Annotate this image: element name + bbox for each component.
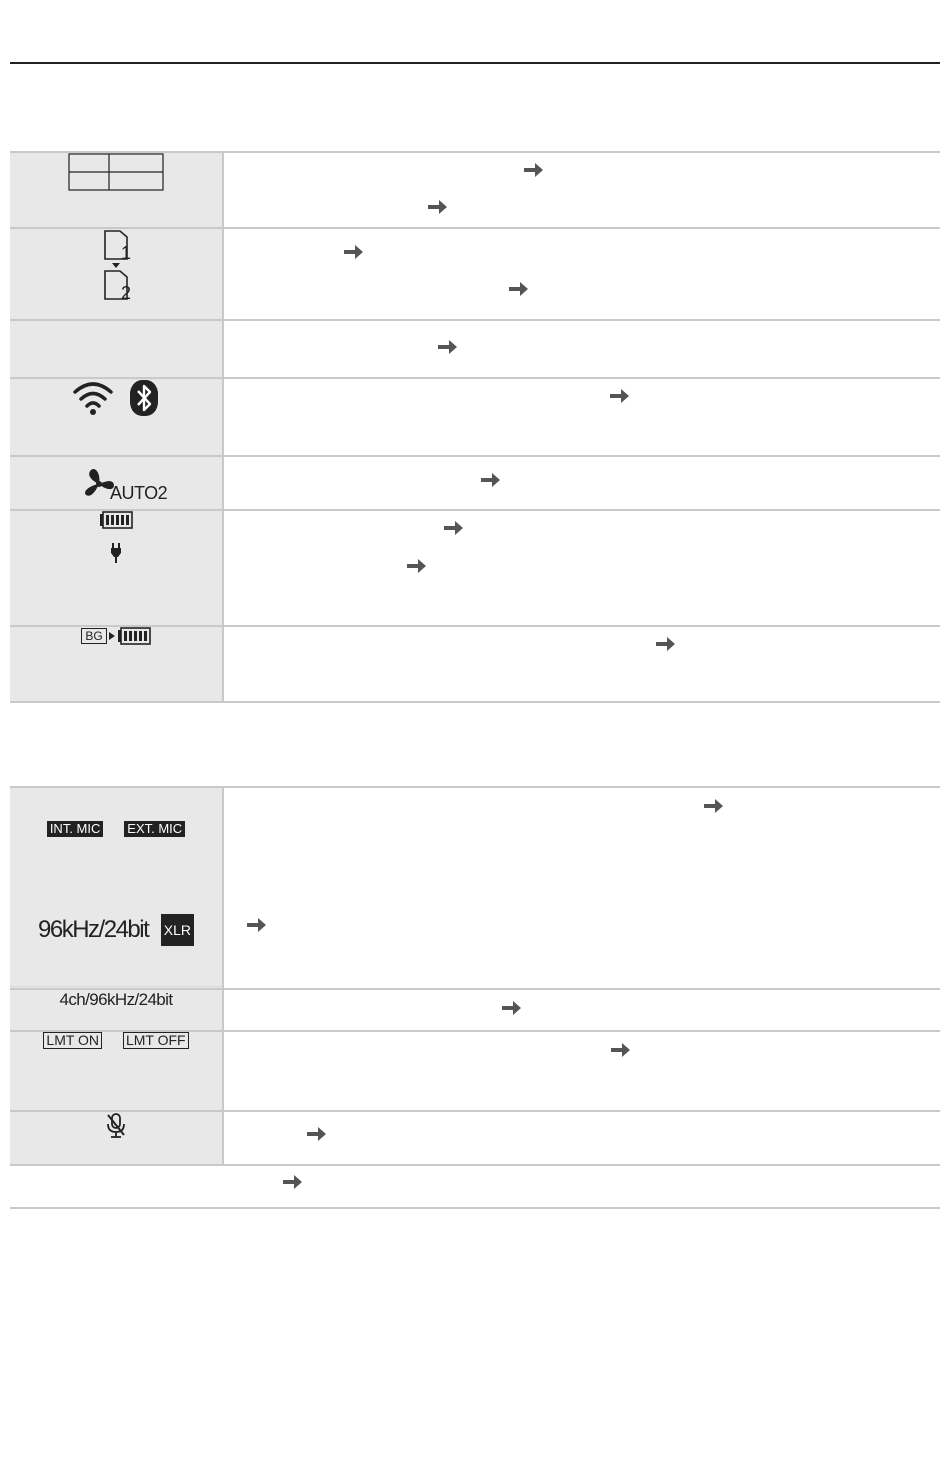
arrow-icon — [305, 1124, 327, 1144]
channel-format-cell — [10, 989, 223, 1031]
footer-rule — [10, 1207, 940, 1209]
power-description — [223, 510, 940, 626]
ext-mic-badge: EXT. MIC — [124, 821, 185, 837]
channel-format-description — [223, 989, 940, 1031]
fan-icon-cell — [10, 456, 223, 510]
arrow-icon — [500, 998, 522, 1018]
table-row — [10, 510, 940, 626]
grid-icon — [68, 153, 164, 191]
arrow-icon — [608, 386, 630, 406]
arrow-icon — [245, 915, 267, 935]
audio-icon-table — [10, 786, 940, 1166]
arrow-icon — [609, 1040, 631, 1060]
channel-format-label: 4ch/96kHz/24bit — [59, 990, 173, 1009]
audio-input-description — [223, 787, 940, 989]
battery-grip-icon-cell — [10, 626, 223, 702]
table-row — [10, 1031, 940, 1111]
slot-2-label: 2 — [120, 283, 131, 303]
slot-1-label: 1 — [120, 243, 131, 263]
arrow-icon — [281, 1172, 303, 1192]
arrow-icon — [702, 796, 724, 816]
grid-icon-cell — [10, 152, 223, 228]
fan-description — [223, 456, 940, 510]
mic-mute-description — [223, 1111, 940, 1165]
wireless-icon-cell — [10, 378, 223, 456]
arrow-icon — [436, 337, 458, 357]
int-mic-badge: INT. MIC — [47, 821, 104, 837]
fan-mode-label: AUTO2 — [110, 483, 168, 503]
xlr-badge: XLR — [161, 914, 194, 946]
table-row — [10, 1111, 940, 1165]
table-row — [10, 626, 940, 702]
status-icon-table — [10, 151, 940, 703]
power-icon-cell — [10, 510, 223, 626]
arrow-icon — [405, 556, 427, 576]
table-row — [10, 787, 940, 989]
blank-icon-cell — [10, 320, 223, 378]
bluetooth-icon — [129, 379, 159, 417]
grid-description — [223, 152, 940, 228]
card-slot-icon-cell — [10, 228, 223, 320]
mic-mute-icon-cell — [10, 1111, 223, 1165]
audio-format-label: 96kHz/24bit — [38, 916, 149, 943]
wifi-icon — [73, 380, 113, 416]
wireless-description — [223, 378, 940, 456]
table-row — [10, 989, 940, 1031]
arrow-icon — [654, 634, 676, 654]
table-row — [10, 378, 940, 456]
header-rule — [10, 62, 940, 64]
battery-icon — [117, 627, 151, 645]
table-row — [10, 228, 940, 320]
card-slot-description — [223, 228, 940, 320]
arrow-icon — [342, 242, 364, 262]
table-row — [10, 320, 940, 378]
limiter-icon-cell — [10, 1031, 223, 1111]
arrow-icon — [426, 197, 448, 217]
table-row — [10, 152, 940, 228]
arrow-icon — [507, 279, 529, 299]
triangle-right-icon — [108, 631, 116, 641]
plug-icon — [110, 543, 122, 563]
limiter-on-badge: LMT ON — [43, 1032, 102, 1049]
mic-mute-icon — [105, 1112, 127, 1140]
limiter-description — [223, 1031, 940, 1111]
arrow-icon — [522, 160, 544, 180]
table-row — [10, 456, 940, 510]
battery-icon — [99, 511, 133, 529]
blank-row-description — [223, 320, 940, 378]
battery-grip-icon — [81, 628, 106, 644]
limiter-off-badge: LMT OFF — [123, 1032, 189, 1049]
bg-label: BG — [85, 629, 103, 643]
arrow-icon — [479, 470, 501, 490]
arrow-icon — [442, 518, 464, 538]
audio-input-icon-cell — [10, 787, 223, 989]
battery-grip-description — [223, 626, 940, 702]
